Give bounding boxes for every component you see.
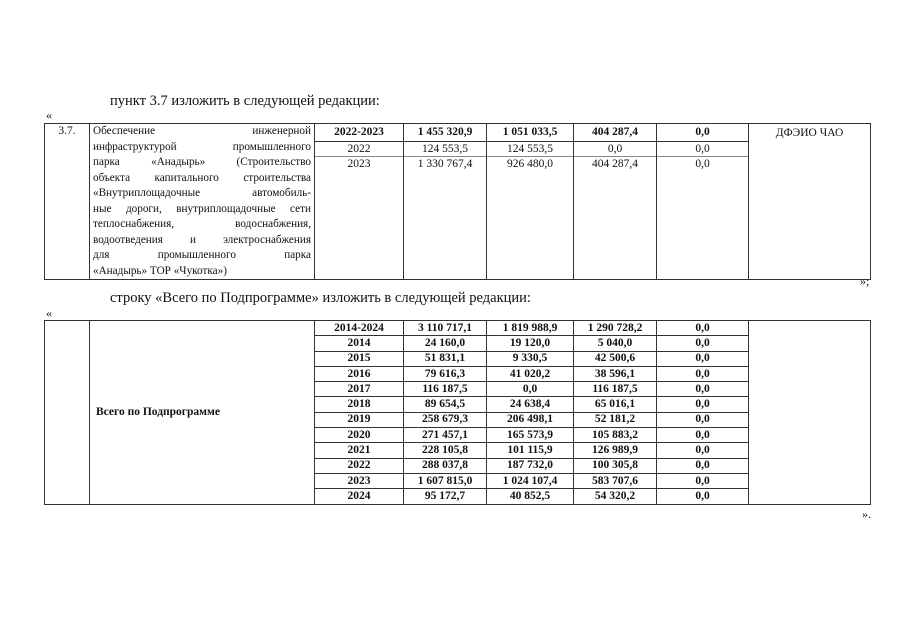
cell-total: 124 553,5 [404, 142, 486, 157]
cell-total: 24 160,0 [404, 336, 487, 351]
year-col-v3 [657, 124, 749, 280]
item-description [90, 124, 315, 280]
cell-v3: 0,0 [657, 382, 749, 397]
cell-v2: 52 181,2 [574, 412, 657, 427]
cell-total: 1 607 815,0 [404, 473, 487, 488]
cell-v1: 101 115,9 [487, 443, 574, 458]
cell-total: 271 457,1 [404, 428, 487, 443]
cell-v2: 5 040,0 [574, 336, 657, 351]
item-number: 3.7. [45, 124, 90, 280]
description-line: объекта капитального строительства [93, 171, 311, 184]
cell-v1: 24 638,4 [487, 397, 574, 412]
cell-total: 288 037,8 [404, 458, 487, 473]
cell-v3: 0,0 [657, 443, 749, 458]
cell-period: 2017 [315, 382, 404, 397]
cell-period: 2016 [315, 366, 404, 381]
cell-period: 2022 [315, 458, 404, 473]
cell-period: 2014-2024 [315, 321, 404, 336]
cell-v2: 404 287,4 [592, 158, 638, 170]
cell-total: 79 616,3 [404, 366, 487, 381]
section2-heading: строку «Всего по Подпрограмме» изложить в следующей редакции: [110, 290, 531, 306]
cell-v1: 1 051 033,5 [487, 124, 573, 142]
cell-v1: 187 732,0 [487, 458, 574, 473]
cell-v2: 1 290 728,2 [574, 321, 657, 336]
cell-v2: 126 989,9 [574, 443, 657, 458]
cell-period: 2014 [315, 336, 404, 351]
cell-v3: 0,0 [657, 124, 748, 142]
subprogram-total-table [44, 320, 871, 505]
cell-v2: 404 287,4 [574, 124, 656, 142]
empty-responsible-cell [749, 321, 871, 505]
year-col-v2 [574, 124, 657, 280]
cell-v1: 41 020,2 [487, 366, 574, 381]
cell-total: 1 330 767,4 [417, 158, 473, 170]
cell-v3: 0,0 [657, 142, 748, 157]
cell-v2: 65 016,1 [574, 397, 657, 412]
cell-v2: 105 883,2 [574, 428, 657, 443]
cell-period: 2022 [315, 142, 403, 157]
year-col-total [404, 124, 487, 280]
description-line: водоотведения и электроснабжения [93, 233, 311, 246]
section2-open-quote: « [46, 306, 52, 320]
cell-v3: 0,0 [695, 158, 710, 170]
table-row [45, 321, 871, 336]
cell-v1: 1 024 107,4 [487, 473, 574, 488]
subprogram-total-label: Всего по Подпрограмме [90, 321, 315, 505]
cell-v1: 165 573,9 [487, 428, 574, 443]
cell-v3: 0,0 [657, 336, 749, 351]
description-line: теплоснабжения, водоснабжения, [93, 218, 311, 230]
cell-total: 3 110 717,1 [404, 321, 487, 336]
cell-total: 51 831,1 [404, 351, 487, 366]
cell-v2: 0,0 [574, 142, 656, 157]
section2-close-quote: ». [862, 507, 871, 521]
table-row [45, 124, 871, 280]
description-line: Обеспечение инженерной [93, 125, 311, 137]
empty-number-cell [45, 321, 90, 505]
description-line: для промышленного парка [93, 249, 311, 261]
cell-period: 2021 [315, 443, 404, 458]
cell-period: 2015 [315, 351, 404, 366]
program-item-table [44, 123, 871, 280]
cell-period: 2018 [315, 397, 404, 412]
cell-period: 2023 [315, 473, 404, 488]
description-line: инфраструктурой промышленного [93, 140, 311, 153]
section1-open-quote: « [46, 108, 52, 122]
cell-period: 2023 [347, 158, 371, 170]
description-line: ные дороги, внутриплощадочные сети [93, 202, 311, 215]
description-line: «Внутриплощадочные автомобиль- [93, 187, 311, 199]
cell-total: 228 105,8 [404, 443, 487, 458]
cell-v2: 100 305,8 [574, 458, 657, 473]
cell-v3: 0,0 [657, 428, 749, 443]
cell-v2: 583 707,6 [574, 473, 657, 488]
cell-total: 95 172,7 [404, 489, 487, 504]
cell-v3: 0,0 [657, 366, 749, 381]
cell-v3: 0,0 [657, 458, 749, 473]
cell-period: 2020 [315, 428, 404, 443]
section1-close-quote: »; [860, 274, 870, 288]
cell-v3: 0,0 [657, 473, 749, 488]
cell-total: 258 679,3 [404, 412, 487, 427]
cell-v2: 54 320,2 [574, 489, 657, 504]
responsible-executor: ДФЭИО ЧАО [749, 124, 871, 280]
cell-period: 2024 [315, 489, 404, 504]
cell-v3: 0,0 [657, 397, 749, 412]
cell-v2: 116 187,5 [574, 382, 657, 397]
description-line: парка «Анадырь» (Строительство [93, 156, 311, 168]
year-col-v1 [487, 124, 574, 280]
cell-total: 1 455 320,9 [404, 124, 486, 142]
cell-v1: 40 852,5 [487, 489, 574, 504]
cell-v3: 0,0 [657, 489, 749, 504]
cell-period: 2022-2023 [315, 124, 403, 142]
cell-total: 89 654,5 [404, 397, 487, 412]
cell-v3: 0,0 [657, 351, 749, 366]
cell-v1: 0,0 [487, 382, 574, 397]
year-col-period [315, 124, 404, 280]
cell-v1: 206 498,1 [487, 412, 574, 427]
cell-v3: 0,0 [657, 321, 749, 336]
cell-v1: 19 120,0 [487, 336, 574, 351]
section1-heading: пункт 3.7 изложить в следующей редакции: [110, 93, 380, 109]
cell-v1: 926 480,0 [507, 158, 553, 170]
description-line: «Анадырь» ТОР «Чукотка») [93, 264, 227, 277]
cell-v3: 0,0 [657, 412, 749, 427]
cell-v1: 1 819 988,9 [487, 321, 574, 336]
cell-v1: 124 553,5 [487, 142, 573, 157]
cell-total: 116 187,5 [404, 382, 487, 397]
cell-v2: 38 596,1 [574, 366, 657, 381]
cell-v2: 42 500,6 [574, 351, 657, 366]
cell-period: 2019 [315, 412, 404, 427]
cell-v1: 9 330,5 [487, 351, 574, 366]
